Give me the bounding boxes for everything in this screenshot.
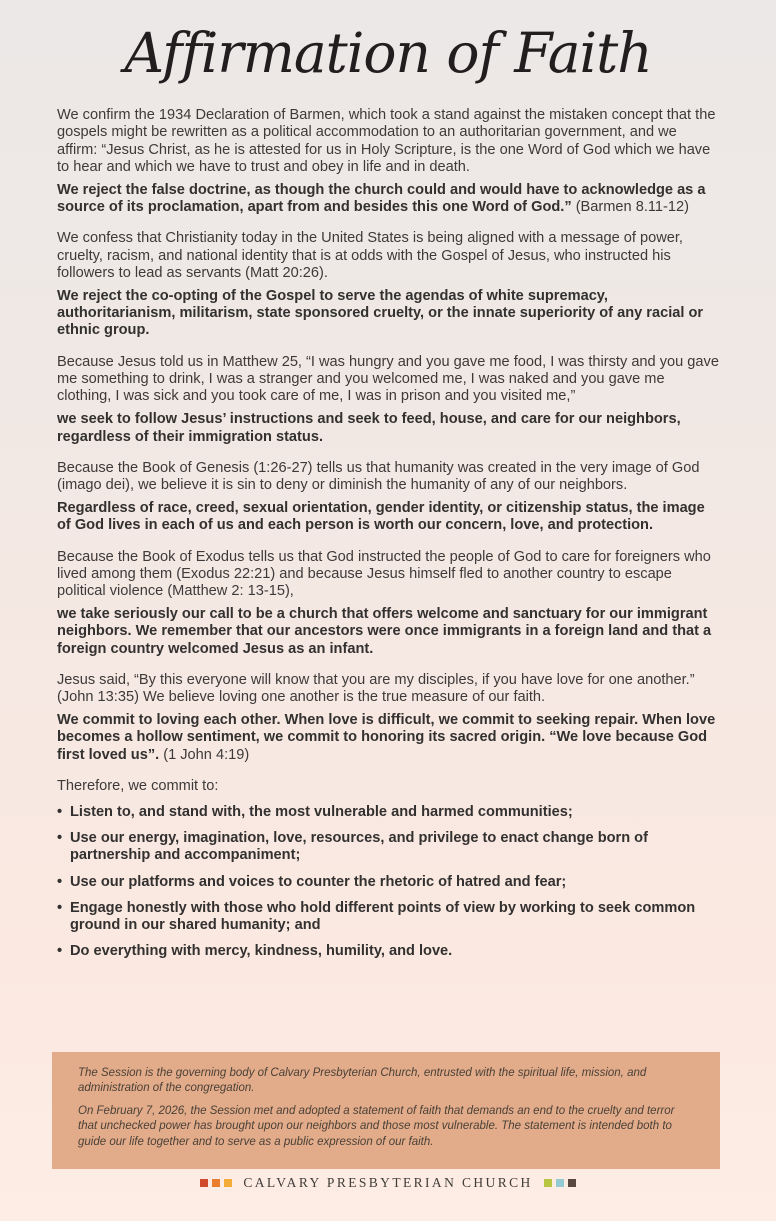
bullet-icon: •: [57, 899, 63, 916]
paragraph: We confirm the 1934 Declaration of Barmen, which took a stand against the mistaken concept that the gospels might be rewritten as a political accommodation to an authoritarian government, and we affirm: “Jesus Christ, as he is attested for us in Holy Scripture, is the one Word of God which we have to hear and which we have to trust and obey in life and in death.: [57, 107, 716, 175]
paragraph: Because the Book of Genesis (1:26-27) tells us that humanity was created in the very image of God (imago dei), we believe it is sin to deny or diminish the humanity of any of our neighbors.: [57, 459, 700, 493]
logo-square: [544, 1179, 552, 1187]
church-logo-squares-left: [200, 1179, 232, 1187]
logo-square: [556, 1179, 564, 1187]
paragraph: we seek to follow Jesus’ instructions and seek to feed, house, and care for our neighbors, regardless of their immigration status.: [57, 411, 681, 445]
page-background: [0, 22, 776, 1221]
paragraph: Therefore, we commit to:: [57, 777, 219, 794]
logo-square: [212, 1179, 220, 1187]
bullet-icon: •: [57, 830, 63, 847]
paragraph: Regardless of race, creed, sexual orientation, gender identity, or citizenship status, the image of God lives in each of us and each person is worth our concern, love, and protection.: [57, 500, 705, 534]
bullet-item: • Engage honestly with those who hold different points of view by working to seek common ground in our shared humanity; and: [57, 899, 696, 933]
paragraph: We confess that Christianity today in the United States is being aligned with a message of power, cruelty, racism, and national identity that is at odds with the Gospel of Jesus, who instructed his followers to lead as servants (Matt 20:26).: [57, 230, 683, 281]
bullet-icon: •: [57, 873, 63, 890]
church-name: CALVARY PRESBYTERIAN CHURCH: [243, 1175, 533, 1190]
paragraph: We reject the co-opting of the Gospel to serve the agendas of white supremacy, authoritarianism, militarism, state sponsored cruelty, or the innate superiority of any racial or ethnic group.: [57, 288, 704, 339]
paragraph: We commit to loving each other. When love is difficult, we commit to seeking repair. When love becomes a hollow sentiment, we commit to honoring its sacred origin. “We love because God first loved us”. (1 John 4:19): [57, 712, 716, 763]
paragraph: Because Jesus told us in Matthew 25, “I was hungry and you gave me food, I was thirsty and you gave me something to drink, I was a stranger and you welcomed me, I was naked and you gave me clothing, I was sick and you took care of me, I was in prison and you visited me,”: [57, 353, 719, 405]
session-note-line: The Session is the governing body of Calvary Presbyterian Church, entrusted with the spiritual life, mission, and administration of the congregation.: [78, 1067, 647, 1095]
church-logo-squares-right: [544, 1179, 576, 1187]
paragraph: We reject the false doctrine, as though the church could and would have to acknowledge as a source of its proclamation, apart from and besides this one Word of God.” (Barmen 8.11-12): [57, 182, 706, 216]
page-title: Affirmation of Faith: [124, 21, 652, 85]
bullet-icon: •: [57, 803, 63, 820]
logo-square: [224, 1179, 232, 1187]
paragraph: we take seriously our call to be a church that offers welcome and sanctuary for our immigrant neighbors. We remember that our ancestors were once immigrants in a foreign land and that a foreign country welcomed Jesus as an infant.: [57, 606, 712, 657]
document-body: [57, 107, 719, 960]
bullet-item: • Use our platforms and voices to counter the rhetoric of hatred and fear;: [57, 873, 567, 890]
logo-square: [568, 1179, 576, 1187]
footer: [0, 1175, 776, 1191]
bullet-item: • Use our energy, imagination, love, resources, and privilege to enact change born of partnership and accompaniment;: [57, 830, 648, 864]
bullet-icon: •: [57, 943, 63, 960]
paragraph: Jesus said, “By this everyone will know that you are my disciples, if you have love for one another.” (John 13:35) We believe loving one another is the true measure of our faith.: [57, 671, 695, 705]
bullet-item: • Do everything with mercy, kindness, humility, and love.: [57, 943, 453, 960]
session-note: [52, 1052, 720, 1169]
session-note-line: On February 7, 2026, the Session met and adopted a statement of faith that demands an end to the cruelty and terror that unchecked power has brought upon our neighbors and those most vulnerable. The statement is intended both to guide our life together and to serve as a public expression of our faith.: [78, 1104, 675, 1148]
logo-square: [200, 1179, 208, 1187]
bullet-item: • Listen to, and stand with, the most vulnerable and harmed communities;: [57, 803, 573, 820]
paragraph: Because the Book of Exodus tells us that God instructed the people of God to care for foreigners who lived among them (Exodus 22:21) and because Jesus himself fled to another country to escape political violence (Matthew 2: 13-15),: [57, 548, 711, 599]
